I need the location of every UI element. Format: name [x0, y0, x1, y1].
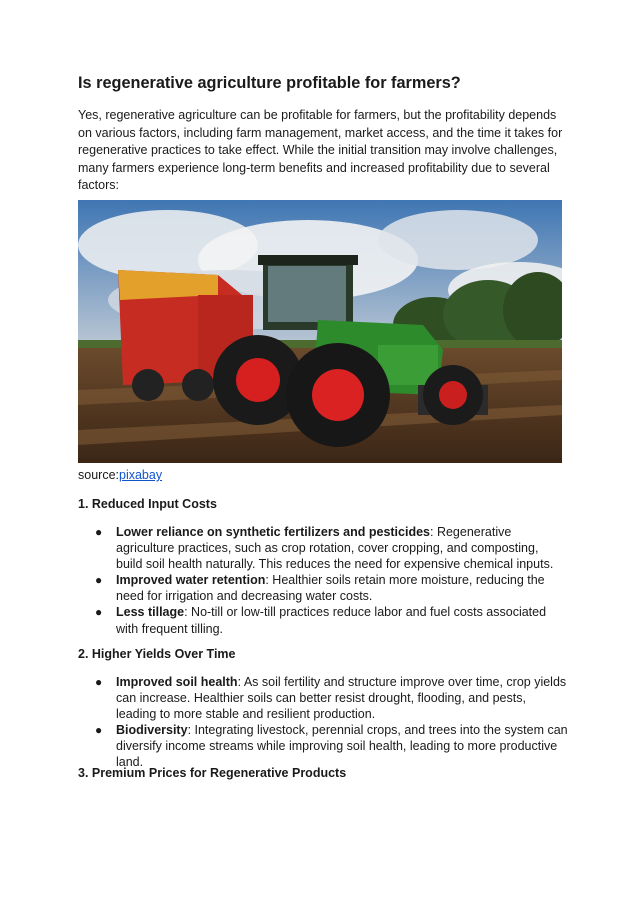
item-text: : Regenerative agriculture practices, such as crop rotation, cover cropping, and composting, build soil health naturally. This reduces the need for expensive chemical inputs. [116, 525, 554, 572]
item-text: : Healthier soils retain more moisture, reducing the need for irrigation and decreasing water costs. [116, 573, 545, 604]
item-text: : No-till or low-till practices reduce labor and fuel costs associated with frequent tilling. [116, 605, 547, 636]
section-heading-2: 2. Higher Yields Over Time [78, 647, 236, 661]
item-term: Biodiversity [116, 723, 188, 738]
image-source [78, 468, 162, 482]
tractor-photo [78, 200, 562, 463]
item-text: : Integrating livestock, perennial crops, and trees into the system can diversify income streams while improving soil health, leading to more productive land. [116, 723, 568, 770]
section-2-list [78, 674, 568, 771]
item-term: Improved water retention [116, 573, 266, 588]
source-prefix: source: [78, 468, 119, 482]
list-item [78, 674, 568, 722]
section-heading-3: 3. Premium Prices for Regenerative Products [78, 766, 347, 780]
item-term: Lower reliance on synthetic fertilizers and pesticides [116, 525, 430, 539]
item-text: : As soil fertility and structure improve over time, crop yields can increase. Healthier soils can better resist drought, flooding, and pests, leading to more stable and resilient production. [116, 675, 567, 722]
bullet-icon: ● [95, 723, 103, 738]
bullet-icon: ● [95, 605, 103, 620]
bullet-icon: ● [95, 675, 103, 689]
section-1-list [78, 524, 568, 637]
section-heading-1: 1. Reduced Input Costs [78, 497, 217, 511]
item-term: Improved soil health [116, 675, 238, 689]
item-term: Less tillage [116, 605, 185, 620]
bullet-icon: ● [95, 525, 103, 539]
intro-paragraph: Yes, regenerative agriculture can be profitable for farmers, but the profitability depends on various factors, including farm management, market access, and the time it takes for regenerative practices to take effect. While the initial transition may involve challenges, many farmers experience long-term benefits and increased profitability due to several factors: [78, 108, 563, 193]
list-item [78, 572, 568, 604]
source-link[interactable]: pixabay [119, 468, 163, 482]
list-item [78, 722, 568, 770]
list-item [78, 604, 568, 636]
page-title: Is regenerative agriculture profitable for farmers? [78, 74, 461, 92]
list-item [78, 524, 568, 572]
bullet-icon: ● [95, 573, 103, 588]
